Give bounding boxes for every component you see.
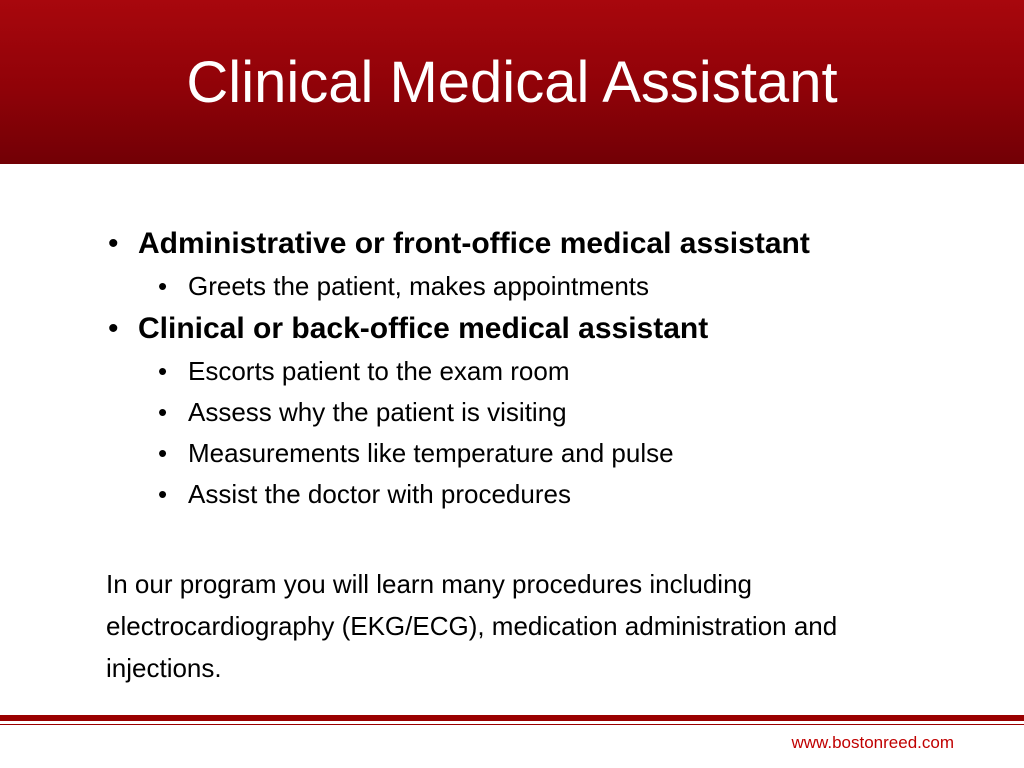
bullet-heading-administrative: Administrative or front-office medical assistant xyxy=(138,227,810,260)
slide-content xyxy=(106,222,966,689)
sub-bullet-item: • Measurements like temperature and pulse xyxy=(106,433,966,474)
sub-bullet-item: • Assess why the patient is visiting xyxy=(106,392,966,433)
sublist-administrative xyxy=(106,266,966,307)
slide-title: Clinical Medical Assistant xyxy=(186,50,838,115)
bullet-heading-clinical: Clinical or back-office medical assistant xyxy=(138,312,709,345)
sub-bullet-item: • Greets the patient, makes appointments xyxy=(106,266,966,307)
footer-divider-thick xyxy=(0,715,1024,721)
bullet-clinical xyxy=(106,307,966,351)
sub-bullet-item: • Escorts patient to the exam room xyxy=(106,351,966,392)
sublist-clinical-container xyxy=(106,351,966,515)
sub-bullet-item: • Assist the doctor with procedures xyxy=(106,474,966,515)
bullet-administrative xyxy=(106,222,966,266)
program-paragraph: In our program you will learn many procedures including electrocardiography (EKG/ECG), medication administration and injections. xyxy=(106,569,838,683)
sublist-clinical xyxy=(106,351,966,515)
bullet-list xyxy=(106,222,966,515)
title-banner xyxy=(0,0,1024,164)
sublist-administrative-container xyxy=(106,266,966,307)
website-link[interactable]: www.bostonreed.com xyxy=(791,733,954,752)
footer-divider-thin xyxy=(0,724,1024,725)
